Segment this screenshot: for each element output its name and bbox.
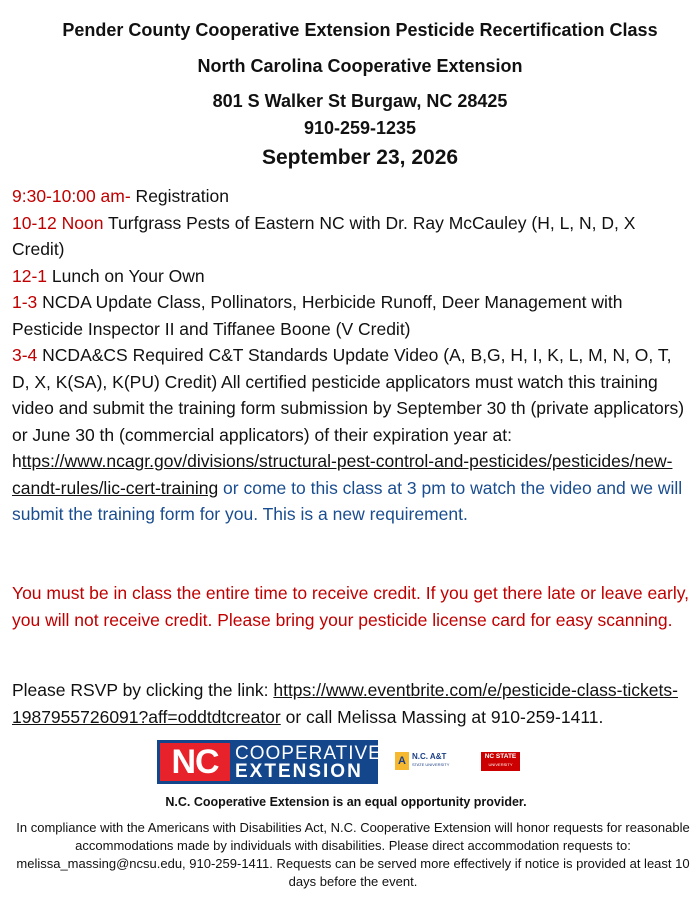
ada-statement: In compliance with the Americans with Disabilities Act, N.C. Cooperative Extension will honor requests for reasonable accommodations made by individuals with disabilities. Please direct accommodation requests to: melissa_massing@ncsu.edu, 910-259-1411. Requests can be served more effectively if notice is provided at least 10 days before the event. xyxy=(16,820,690,889)
agenda-item xyxy=(12,263,692,290)
at-logo-line1: N.C. A&T xyxy=(412,752,447,761)
agenda xyxy=(12,183,692,528)
agenda-text: NCDA Update Class, Pollinators, Herbicide Runoff, Deer Management with Pesticide Inspector II and Tiffanee Boone (V Credit) xyxy=(12,292,623,339)
address: 801 S Walker St Burgaw, NC 28425 xyxy=(212,91,508,111)
nc-at-logo xyxy=(395,750,455,772)
agenda-item xyxy=(12,210,692,263)
equal-opportunity-statement: N.C. Cooperative Extension is an equal opportunity provider. xyxy=(165,795,527,809)
agenda-text: Lunch on Your Own xyxy=(47,265,205,286)
training-link[interactable]: ttps://www.ncagr.gov/divisions/structural-pest-control-and-pesticides/pesticides/new-candt-rules/lic-cert-training xyxy=(12,451,673,498)
org-name: North Carolina Cooperative Extension xyxy=(197,56,523,76)
event-date: September 23, 2026 xyxy=(261,146,459,169)
agenda-time: 1-3 xyxy=(12,292,38,312)
agenda-time: 12-1 xyxy=(12,265,48,286)
phone: 910-259-1235 xyxy=(303,118,417,138)
agenda-text: Registration xyxy=(130,186,229,206)
rsvp-contact: or call Melissa Massing at 910-259-1411. xyxy=(280,706,604,727)
at-mark-icon: A xyxy=(395,752,409,770)
rsvp-link[interactable]: https://www.eventbrite.com/e/pesticide-class-tickets-1987955726091?aff=oddtdtcreator xyxy=(12,680,678,727)
nc-logo-box: NC xyxy=(160,743,230,781)
agenda-text: NCDA&CS Required C&T Standards Update Video (A, B,G, H, I, K, L, M, N, O, T, D, X, K(SA), K(PU) Credit) All certified pesticide applicators must watch this training video and submit the training form submission by September 30 th (private applicators) or June 30 th (commercial applicators) of their expiration year at: h xyxy=(12,345,685,471)
attendance-notice: You must be in class the entire time to receive credit. If you get there late or leave early, you will not receive credit. Please bring your pesticide license card for easy scanning. xyxy=(12,583,690,630)
agenda-item xyxy=(12,183,692,210)
ncs-logo-line1: NC STATE xyxy=(484,753,517,760)
ncs-logo-line2: UNIVERSITY xyxy=(488,762,513,767)
nc-cooperative-extension-logo xyxy=(157,740,382,784)
nc-state-logo xyxy=(481,752,520,771)
agenda-item xyxy=(12,289,692,342)
agenda-time: 9:30-10:00 am- xyxy=(12,186,131,206)
at-logo-line2: STATE UNIVERSITY xyxy=(412,762,450,767)
agenda-time: 3-4 xyxy=(12,345,38,365)
rsvp-text xyxy=(12,677,692,730)
nc-logo-line1: COOPERATIVE xyxy=(235,743,382,764)
rsvp-intro: Please RSVP by clicking the link: xyxy=(12,680,274,700)
agenda-item xyxy=(12,342,692,528)
agenda-text: Turfgrass Pests of Eastern NC with Dr. Ray McCauley (H, L, N, D, X Credit) xyxy=(12,212,636,259)
page-title: Pender County Cooperative Extension Pesticide Recertification Class xyxy=(62,20,658,40)
agenda-note: or come to this class at 3 pm to watch the video and we will submit the training form for you. This is a new requirement. xyxy=(12,477,683,524)
nc-logo-line2: EXTENSION xyxy=(235,761,363,782)
agenda-time: 10-12 Noon xyxy=(12,212,104,233)
